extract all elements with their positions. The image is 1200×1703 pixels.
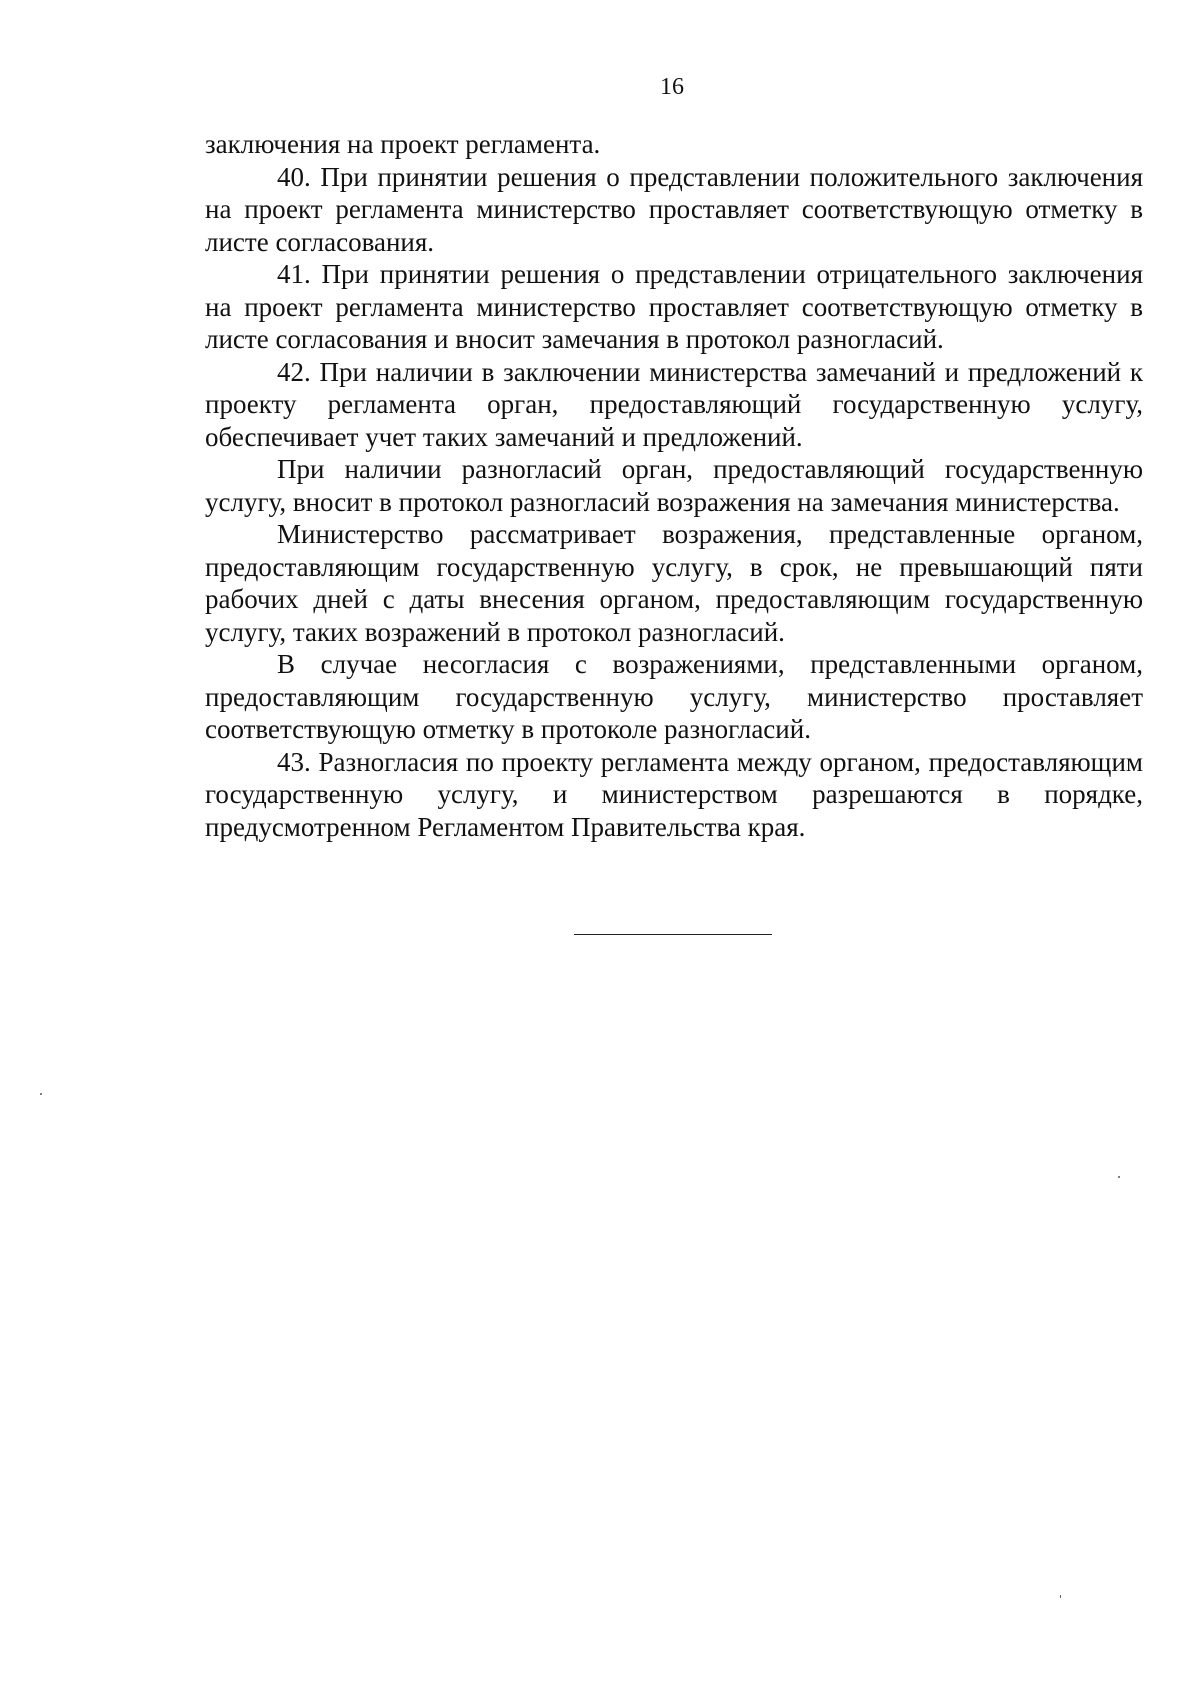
paragraph-disagreements: При наличии разногласий орган, предоставляющий государственную услугу, вносит в протокол разногласий возражения на замечания министерства.: [205, 454, 1143, 517]
end-separator-line: [574, 934, 772, 935]
document-body: [205, 128, 1143, 843]
paragraph-43: 43. Разногласия по проекту регламента между органом, предоставляющим государственную услугу, и министерством разрешаются в порядке, предусмотренном Регламентом Правительства края.: [205, 746, 1143, 842]
paragraph-continuation: заключения на проект регламента.: [205, 129, 601, 159]
paragraph-non-agreement: В случае несогласия с возражениями, представленными органом, предоставляющим государственную услугу, министерство проставляет соответствующую отметку в протоколе разногласий.: [205, 649, 1143, 744]
paragraph-42: 42. При наличии в заключении министерства замечаний и предложений к проекту регламента орган, предоставляющий государственную услугу, обеспечивает учет таких замечаний и предложений.: [205, 356, 1143, 452]
paragraph-40: 40. При принятии решения о представлении положительного заключения на проект регламента министерство проставляет соответствующую отметку в листе согласования.: [205, 161, 1143, 257]
paragraph-ministry-review: Министерство рассматривает возражения, представленные органом, предоставляющим государственную услугу, в срок, не превышающий пяти рабочих дней с даты внесения органом, предоставляющим государственную услугу, таких возражений в протокол разногласий.: [205, 519, 1143, 647]
scan-speck: [1118, 1176, 1120, 1178]
scan-speck: [40, 1093, 42, 1095]
scan-speck: [1060, 1595, 1061, 1598]
page-number: 16: [660, 74, 684, 100]
paragraph-41: 41. При принятии решения о представлении отрицательного заключения на проект регламента министерство проставляет соответствующую отметку в листе согласования и вносит замечания в протокол разногласий.: [205, 259, 1143, 354]
